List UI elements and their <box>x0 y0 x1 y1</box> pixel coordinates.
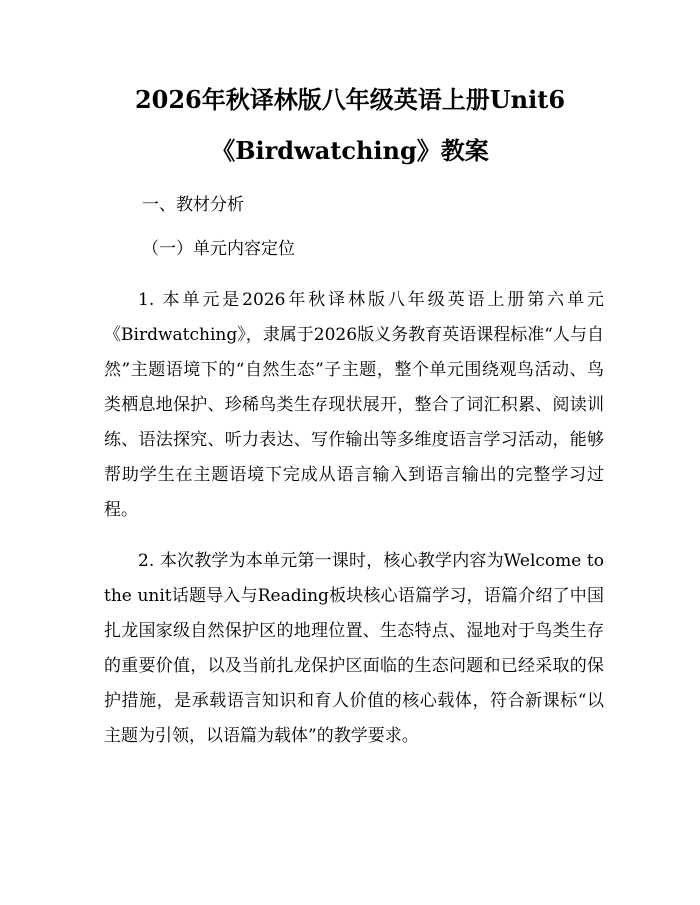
paragraph-1: 1. 本单元是2026年秋译林版八年级英语上册第六单元《Birdwatching》，隶属于2026版义务教育英语课程标准“人与自然”主题语境下的“自然生态”子主题，整个单元围绕观鸟活动、鸟类栖息地保护、珍稀鸟类生存现状展开，整合了词汇积累、阅读训练、语法探究、听力表达、写作输出等多维度语言学习活动，能够帮助学生在主题语境下完成从语言输入到语言输出的完整学习过程。 <box>104 290 604 520</box>
document-title-line1: 2026年秋译林版八年级英语上册Unit6 <box>134 85 566 114</box>
paragraph-2: 2. 本次教学为本单元第一课时，核心教学内容为Welcome to the unit话题导入与Reading板块核心语篇学习，语篇介绍了中国扎龙国家级自然保护区的地理位置、生态特点、湿地对于鸟类生存的重要价值，以及当前扎龙保护区面临的生态问题和已经采取的保护措施，是承载语言知识和育人价值的核心载体，符合新课标“以主题为引领，以语篇为载体”的教学要求。 <box>104 551 604 746</box>
section-heading: 一、教材分析 <box>142 195 244 215</box>
document-title-line2: 《Birdwatching》教案 <box>211 136 489 165</box>
subsection-heading: （一）单元内容定位 <box>142 239 295 259</box>
